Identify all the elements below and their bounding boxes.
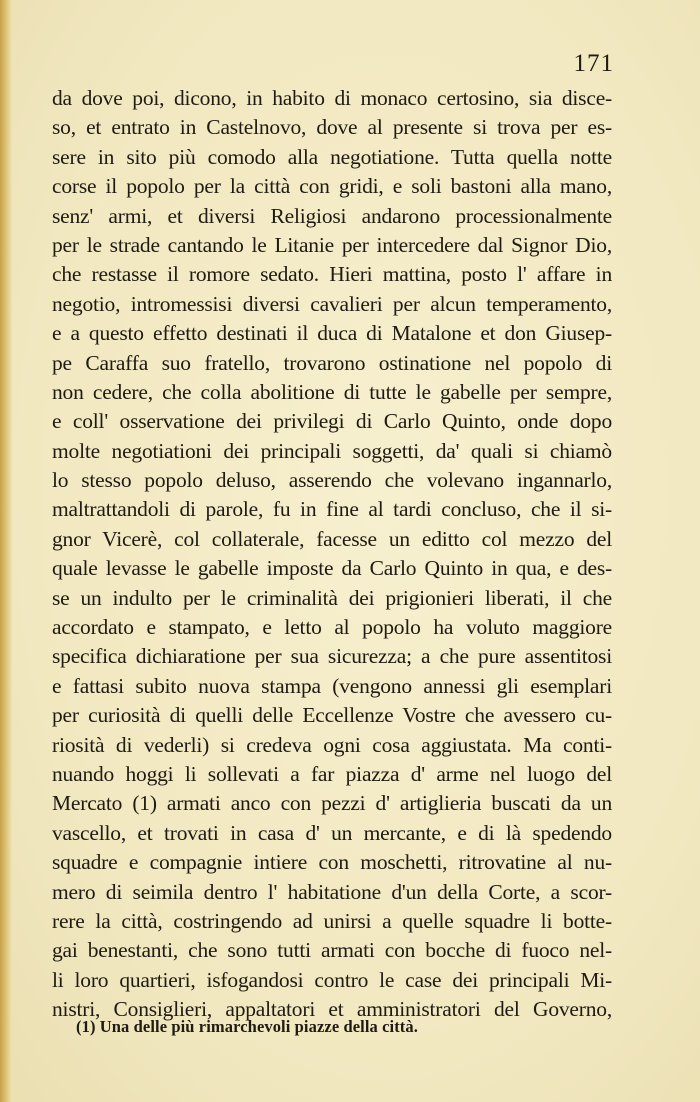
text-line: vascello, et trovati in casa d' un mercante, e di là spedendo xyxy=(52,820,612,845)
text-line: Mercato (1) armati anco con pezzi d' artiglieria buscati da un xyxy=(52,791,612,816)
text-line: per le strade cantando le Litanie per intercedere dal Signor Dio, xyxy=(52,232,612,257)
text-line: negotio, intromessisi diversi cavalieri per alcun temperamento, xyxy=(52,291,612,316)
text-line: pe Caraffa suo fratello, trovarono ostinatione nel popolo di xyxy=(52,350,612,375)
text-line: accordato e stampato, e letto al popolo ha voluto maggiore xyxy=(52,615,612,640)
text-line: e a questo effetto destinati il duca di Matalone et don Giusep- xyxy=(52,321,612,346)
text-line: per curiosità di quelli delle Eccellenze Vostre che avessero cu- xyxy=(52,703,612,728)
text-line: senz' armi, et diversi Religiosi andarono processionalmente xyxy=(52,203,612,228)
text-line: da dove poi, dicono, in habito di monaco certosino, sia disce- xyxy=(52,86,612,110)
text-line: mero di seimila dentro l' habitatione d'un della Corte, a scor- xyxy=(52,879,612,904)
page-binding-edge xyxy=(0,0,12,1102)
text-line: e coll' osservatione dei privilegi di Carlo Quinto, onde dopo xyxy=(52,409,612,434)
text-line: corse il popolo per la città con gridi, e soli bastoni alla mano, xyxy=(52,174,612,199)
text-line: e fattasi subito nuova stampa (vengono annessi gli esemplari xyxy=(52,673,612,698)
text-line: nuando hoggi li sollevati a far piazza d' arme nel luogo del xyxy=(52,761,612,786)
text-line: se un indulto per le criminalità dei prigionieri liberati, il che xyxy=(52,585,612,610)
text-line: nistri, Consiglieri, appaltatori et amministratori del Governo, xyxy=(52,997,612,1022)
text-line: sere in sito più comodo alla negotiatione. Tutta quella notte xyxy=(52,144,612,169)
text-line: non cedere, che colla abolitione di tutte le gabelle per sempre, xyxy=(52,379,612,404)
text-line: lo stesso popolo deluso, asserendo che volevano ingannarlo, xyxy=(52,468,612,493)
text-line: maltrattandoli di parole, fu in fine al tardi concluso, che il si- xyxy=(52,497,612,522)
text-line: rere la città, costringendo ad unirsi a quelle squadre li botte- xyxy=(52,908,612,933)
text-line: squadre e compagnie intiere con moschetti, ritrovatine al nu- xyxy=(52,850,612,875)
text-line: so, et entrato in Castelnovo, dove al presente si trova per es- xyxy=(52,115,612,140)
text-line: li loro quartieri, isfogandosi contro le case dei principali Mi- xyxy=(52,967,612,992)
text-line: quale levasse le gabelle imposte da Carlo Quinto in qua, e des- xyxy=(52,556,612,581)
text-line: molte negotiationi dei principali soggetti, da' quali si chiamò xyxy=(52,438,612,463)
footnote: (1) Una delle più rimarchevoli piazze della città. xyxy=(76,1017,418,1036)
page-number: 171 xyxy=(573,50,614,77)
text-line: riosità di vederli) si credeva ogni cosa aggiustata. Ma conti- xyxy=(52,732,612,757)
text-line: gnor Vicerè, col collaterale, facesse un editto col mezzo del xyxy=(52,526,612,551)
text-line: gai benestanti, che sono tutti armati con bocche di fuoco nel- xyxy=(52,938,612,963)
body-text xyxy=(52,84,612,1025)
text-line: specifica dichiaratione per sua sicurezza; a che pure assentitosi xyxy=(52,644,612,669)
text-line: che restasse il romore sedato. Hieri mattina, posto l' affare in xyxy=(52,262,612,287)
